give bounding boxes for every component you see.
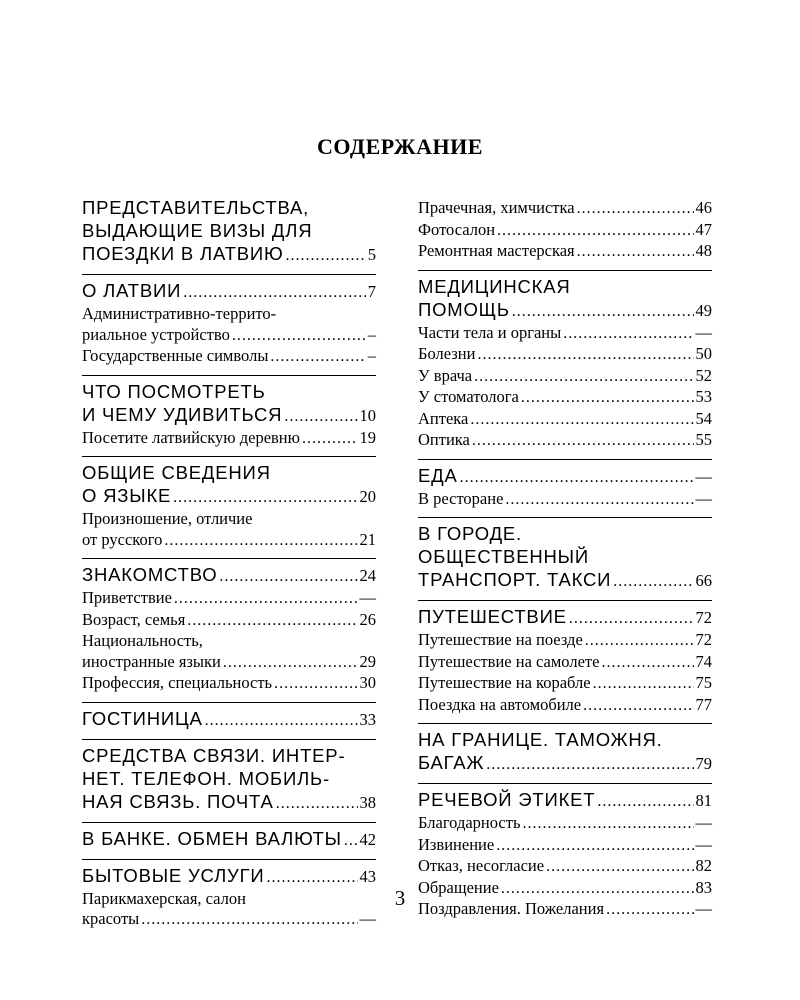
toc-heading-text: ГОСТИНИЦА — [82, 707, 203, 729]
toc-entry-text: Болезни — [418, 344, 476, 363]
page-ref: 24 — [359, 566, 376, 585]
toc-entry-text: Путешествие на самолете — [418, 651, 600, 671]
page-ref: 46 — [695, 198, 712, 217]
page-ref: 74 — [695, 651, 712, 671]
toc-heading-text: ОБЩИЕ СВЕДЕНИЯ — [82, 462, 271, 483]
toc-entry-text: У стоматолога — [418, 387, 519, 406]
toc-heading-text: ЕДА — [418, 464, 458, 486]
toc-entry-text: Профессия, специальность — [82, 673, 273, 692]
toc-heading-text: ТРАНСПОРТ. ТАКСИ — [418, 569, 612, 590]
page-ref: 7 — [367, 282, 376, 301]
toc-section — [418, 605, 712, 630]
toc-entry-text: Посетите латвийскую деревню — [82, 427, 300, 447]
page-ref: — — [695, 834, 712, 854]
toc-entry-text: В ресторане — [418, 488, 504, 508]
toc-entry-text: Поездка на автомобиле — [418, 694, 582, 714]
page-ref: — — [695, 899, 712, 918]
section-divider — [418, 783, 712, 784]
page-number: 3 — [394, 886, 406, 910]
toc-section — [82, 744, 376, 815]
page-ref: 26 — [359, 609, 376, 629]
page-ref: 5 — [367, 245, 376, 264]
section-divider — [418, 723, 712, 724]
page-ref: 81 — [695, 791, 712, 810]
toc-heading-text: И ЧЕМУ УДИВИТЬСЯ — [82, 403, 283, 425]
toc-entry-text: Отказ, несогласие — [418, 856, 545, 875]
page-title: СОДЕРЖАНИЕ — [317, 134, 483, 159]
page-ref: 38 — [359, 792, 376, 812]
page-ref: — — [695, 488, 712, 508]
toc-entry-text: Обращение — [418, 877, 499, 897]
toc-entry-text: Административно-террито- — [82, 304, 277, 323]
toc-heading-text: ОБЩЕСТВЕННЫЙ — [418, 546, 589, 567]
toc-heading-text: РЕЧЕВОЙ ЭТИКЕТ — [418, 789, 596, 810]
section-divider — [82, 375, 376, 376]
section-divider — [82, 739, 376, 740]
section-divider — [82, 274, 376, 275]
page-ref: 77 — [695, 694, 712, 714]
toc-heading-text: ПРЕДСТАВИТЕЛЬСТВА, — [82, 197, 310, 218]
toc-heading-text: НАЯ СВЯЗЬ. ПОЧТА — [82, 790, 274, 812]
toc-entry-text: Путешествие на поезде — [418, 630, 583, 649]
page-ref: – — [367, 324, 376, 344]
page-ref: 83 — [695, 877, 712, 897]
page-ref: 66 — [695, 571, 712, 590]
toc-entry-text: Извинение — [418, 834, 495, 854]
toc-heading-text: СРЕДСТВА СВЯЗИ. ИНТЕР- — [82, 744, 346, 766]
toc-subentries — [418, 323, 712, 452]
toc-section — [82, 279, 376, 304]
section-divider — [418, 270, 712, 271]
section-divider — [82, 822, 376, 823]
page-ref: – — [367, 346, 376, 365]
toc-entry-text: Аптека — [418, 408, 469, 428]
page-ref: 33 — [359, 709, 376, 729]
page-ref: — — [359, 588, 376, 607]
toc-section — [418, 788, 712, 813]
toc-entry-text: Ремонтная мастерская — [418, 241, 575, 260]
toc-section — [82, 380, 376, 428]
toc-heading-text: ВЫДАЮЩИЕ ВИЗЫ ДЛЯ — [82, 220, 313, 241]
page-ref: 79 — [695, 754, 712, 773]
toc-heading-text: БАГАЖ — [418, 752, 485, 773]
page-ref: — — [695, 322, 712, 342]
toc-subentries — [82, 509, 376, 551]
toc-heading-text: НЕТ. ТЕЛЕФОН. МОБИЛЬ- — [82, 767, 330, 789]
page-ref: 53 — [695, 387, 712, 406]
toc-heading-text: МЕДИЦИНСКАЯ — [418, 275, 571, 297]
page-ref: 43 — [359, 866, 376, 886]
toc-subentries — [82, 304, 376, 368]
toc-entry-text: Национальность, — [82, 631, 203, 650]
toc-subentries — [82, 428, 376, 450]
toc-heading-text: В БАНКЕ. ОБМЕН ВАЛЮТЫ — [82, 827, 342, 849]
section-divider — [82, 456, 376, 457]
toc-entry-text: Прачечная, химчистка — [418, 198, 575, 217]
page-ref: 82 — [695, 856, 712, 875]
toc-entry-text: риальное устройство — [82, 324, 230, 344]
toc-section — [82, 864, 376, 889]
toc-heading-text: В ГОРОДЕ. — [418, 523, 522, 544]
toc-entry-text: Благодарность — [418, 813, 521, 832]
toc-right-column — [418, 198, 712, 921]
page-ref: 47 — [695, 219, 712, 239]
section-divider — [82, 558, 376, 559]
page-ref: 48 — [695, 241, 712, 260]
toc-section — [418, 464, 712, 489]
toc-heading-text: ПУТЕШЕСТВИЕ — [418, 606, 567, 627]
toc-entry-text: Оптика — [418, 430, 470, 449]
page-ref: 72 — [695, 608, 712, 627]
toc-heading-text: О ЯЗЫКЕ — [82, 485, 172, 506]
toc-subentries — [418, 489, 712, 511]
toc-entry-text: Фотосалон — [418, 219, 496, 239]
page-ref: 75 — [695, 673, 712, 692]
toc-entry-text: иностранные языки — [82, 651, 221, 671]
toc-section — [418, 728, 712, 776]
section-divider — [82, 859, 376, 860]
section-divider — [418, 459, 712, 460]
page-ref: 42 — [359, 829, 376, 849]
toc-section — [82, 563, 376, 588]
toc-section — [82, 707, 376, 732]
toc-section — [418, 275, 712, 323]
page-ref: 55 — [695, 430, 712, 449]
page-ref: 49 — [695, 300, 712, 320]
page-ref: 54 — [695, 408, 712, 428]
toc-subentries — [418, 630, 712, 716]
toc-entry-text: У врача — [418, 365, 473, 385]
section-divider — [418, 517, 712, 518]
toc-entry-text: красоты — [82, 909, 140, 928]
toc-section — [82, 461, 376, 509]
toc-heading-text: О ЛАТВИИ — [82, 280, 182, 301]
toc-entry-text: Государственные символы — [82, 346, 269, 365]
toc-subentries — [82, 588, 376, 695]
page-ref: — — [695, 813, 712, 832]
toc-subentries — [418, 198, 712, 263]
page-ref: — — [359, 909, 376, 928]
toc-entry-text: от русского — [82, 529, 163, 549]
toc-heading-text: ПОЕЗДКИ В ЛАТВИЮ — [82, 243, 284, 264]
toc-entry-text: Путешествие на корабле — [418, 673, 591, 692]
page-ref: 21 — [359, 529, 376, 549]
toc-entry-text: Части тела и органы — [418, 322, 562, 342]
toc-section — [418, 522, 712, 593]
section-divider — [82, 702, 376, 703]
toc-left-column — [82, 196, 376, 931]
toc-heading-text: НА ГРАНИЦЕ. ТАМОЖНЯ. — [418, 729, 663, 750]
page-ref: 29 — [359, 651, 376, 671]
page-ref: 50 — [695, 344, 712, 363]
toc-heading-text: ЗНАКОМСТВО — [82, 564, 218, 585]
page-ref: 19 — [359, 427, 376, 447]
toc-heading-text: ЧТО ПОСМОТРЕТЬ — [82, 380, 266, 402]
toc-entry-text: Приветствие — [82, 588, 172, 607]
toc-heading-text: ПОМОЩЬ — [418, 298, 510, 320]
toc-section — [82, 196, 376, 267]
page-ref: 30 — [359, 673, 376, 692]
page-ref: — — [695, 466, 712, 486]
page-ref: 72 — [695, 630, 712, 649]
section-divider — [418, 600, 712, 601]
toc-heading-text: БЫТОВЫЕ УСЛУГИ — [82, 864, 265, 886]
toc-section — [82, 827, 376, 852]
toc-entry-text: Парикмахерская, салон — [82, 888, 246, 908]
toc-entry-text: Произношение, отличие — [82, 509, 253, 528]
page-ref: 10 — [359, 405, 376, 425]
toc-entry-text: Поздравления. Пожелания — [418, 899, 605, 918]
page-ref: 20 — [359, 487, 376, 506]
toc-entry-text: Возраст, семья — [82, 609, 186, 629]
page-ref: 52 — [695, 365, 712, 385]
